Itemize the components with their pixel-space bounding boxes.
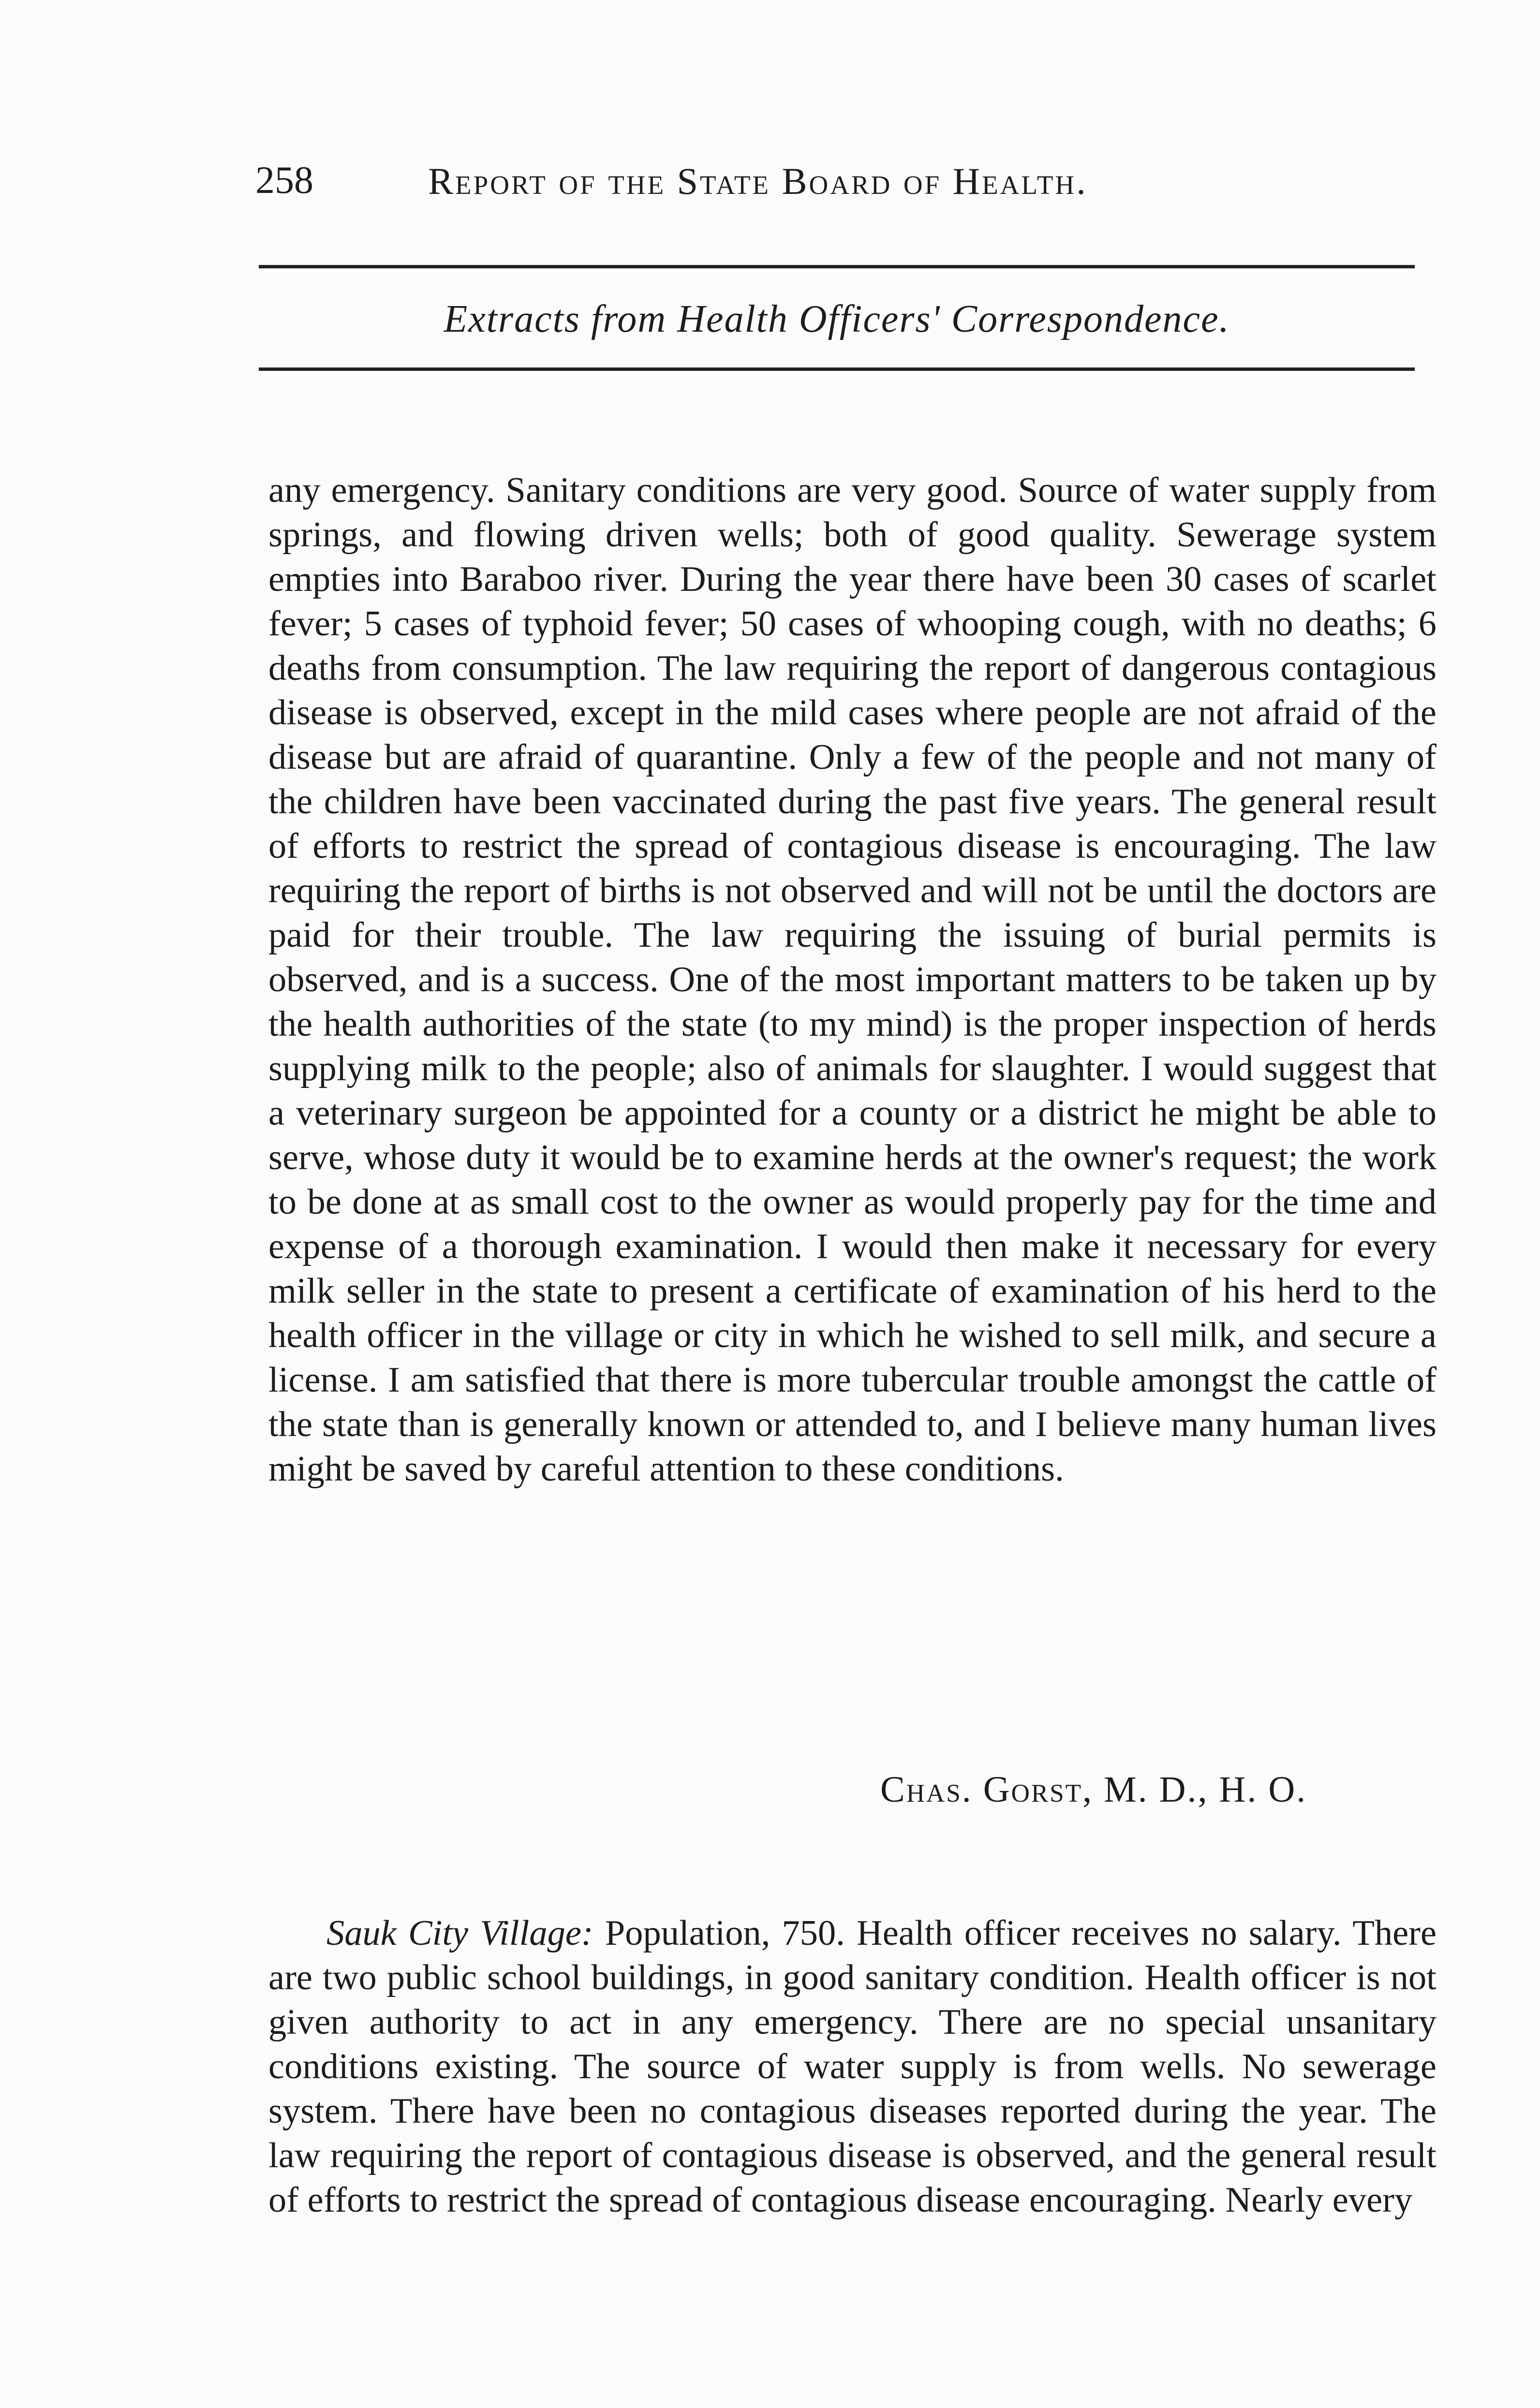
- signature: Chas. Gorst, M. D., H. O.: [880, 1769, 1307, 1810]
- body-paragraph-1: any emergency. Sanitary conditions are very good. Source of water supply from springs, and flowing driven wells; both of good quality. Sewerage system empties into Baraboo river. During the year there have been 30 cases of scarlet fever; 5 cases of typhoid fever; 50 cases of whooping cough, with no deaths; 6 deaths from consumption. The law requiring the report of dangerous contagious disease is observed, except in the mild cases where people are not afraid of the disease but are afraid of quarantine. Only a few of the people and not many of the children have been vaccinated during the past five years. The general result of efforts to restrict the spread of contagious disease is encouraging. The law requiring the report of births is not observed and will not be until the doctors are paid for their trouble. The law requiring the issuing of burial permits is observed, and is a success. One of the most important matters to be taken up by the health authorities of the state (to my mind) is the proper inspection of herds supplying milk to the people; also of animals for slaughter. I would suggest that a veterinary surgeon be appointed for a county or a district he might be able to serve, whose duty it would be to examine herds at the owner's request; the work to be done at as small cost to the owner as would properly pay for the time and expense of a thorough examination. I would then make it necessary for every milk seller in the state to present a certificate of examination of his herd to the health officer in the village or city in which he wished to sell milk, and secure a license. I am satisfied that there is more tubercular trouble amongst the cattle of the state than is generally known or attended to, and I believe many human lives might be saved by careful attention to these conditions.: [268, 470, 1436, 1489]
- place-name: Sauk City Village:: [326, 1913, 593, 1953]
- bottom-rule: [259, 367, 1415, 371]
- page-number: 258: [255, 159, 313, 202]
- section-title: Extracts from Health Officers' Correspondence.: [444, 298, 1230, 340]
- paragraph-2-text: Population, 750. Health officer receives no salary. There are two public school buildings, in good sanitary condition. Health officer is not given authority to act in any emergency. There are no special unsanitary conditions existing. The source of water supply is from wells. No sewerage system. There have been no contagious diseases reported during the year. The law requiring the report of contagious disease is observed, and the general result of efforts to restrict the spread of contagious disease encouraging. Nearly every: [268, 1913, 1437, 2220]
- running-title: Report of the State Board of Health.: [428, 160, 1088, 202]
- body-paragraph-2: [268, 1911, 1436, 2222]
- top-rule: [259, 265, 1415, 268]
